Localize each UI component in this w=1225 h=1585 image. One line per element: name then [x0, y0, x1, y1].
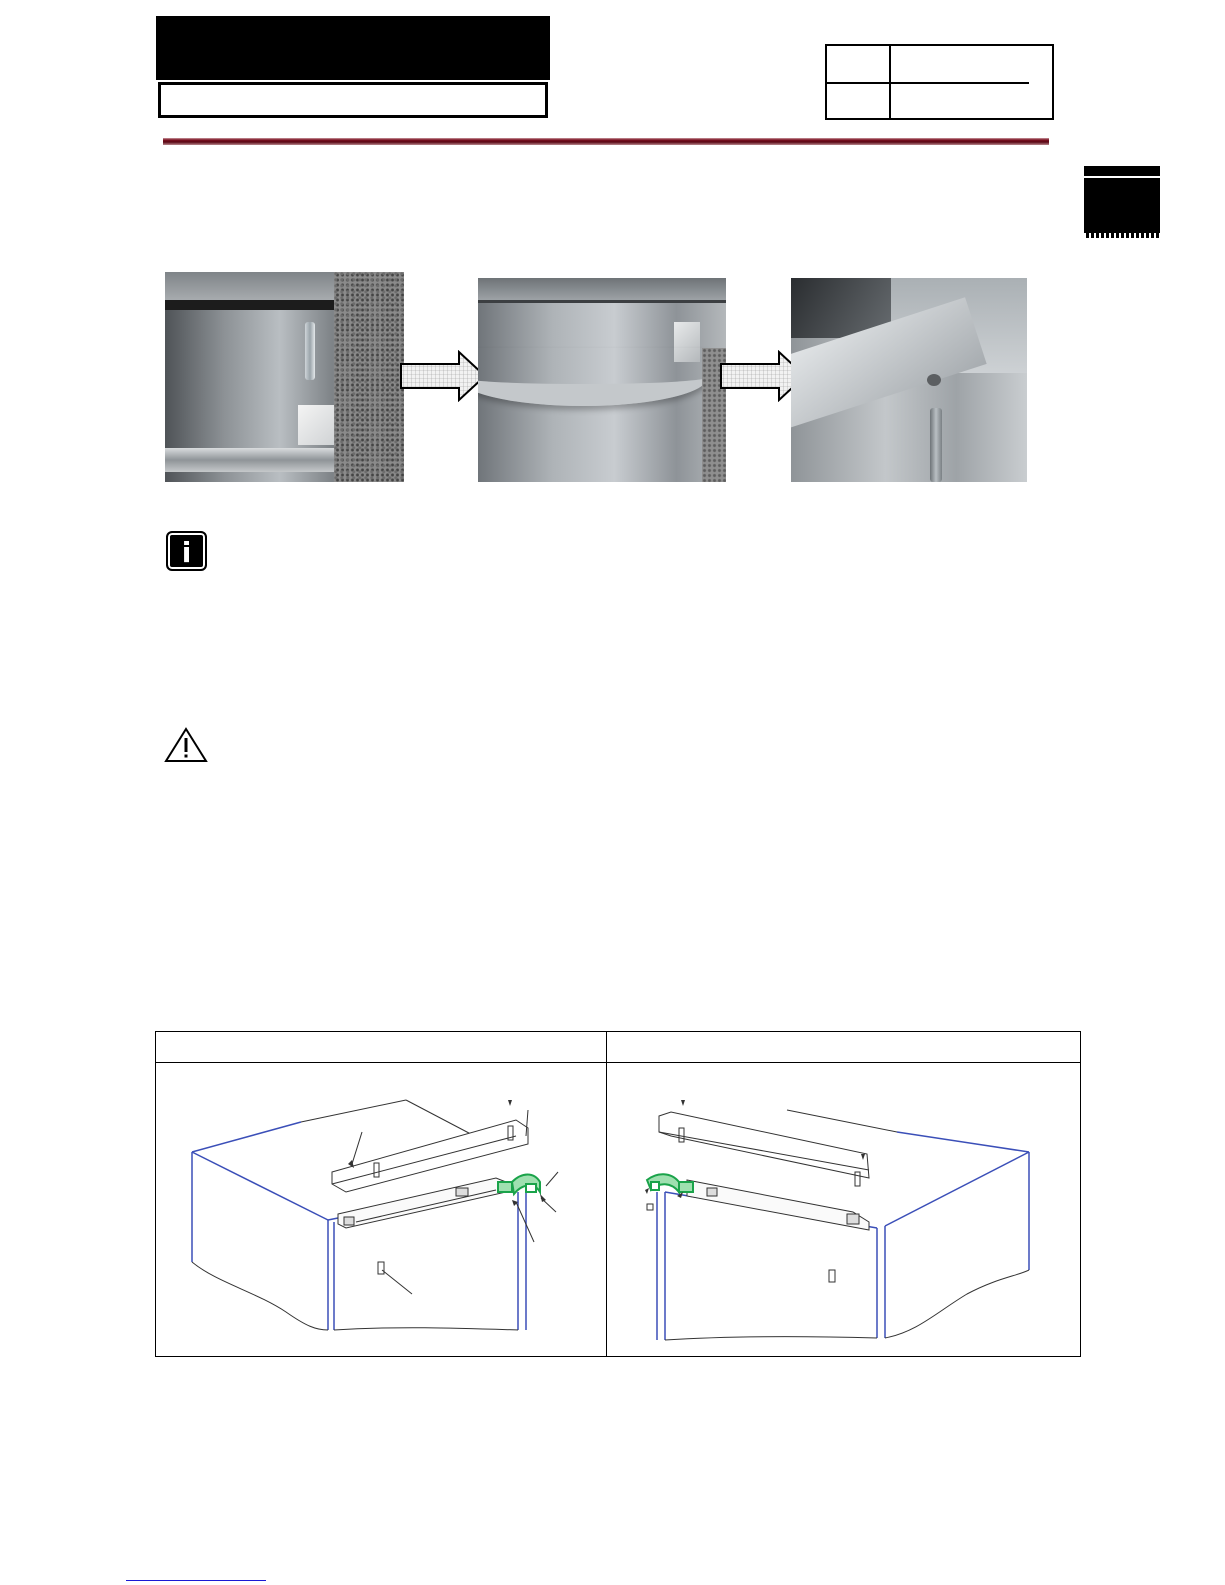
- photo-screwdriver: [930, 408, 942, 482]
- photo-countertop: [334, 272, 404, 482]
- warning-triangle-icon: [164, 727, 208, 763]
- photo-door-trim: [165, 300, 335, 310]
- reference-table-row-divider: [827, 82, 889, 84]
- chapter-side-tab: [1084, 166, 1160, 238]
- installation-diagram-table: [155, 1031, 1081, 1357]
- reference-table-row-divider: [891, 82, 1029, 84]
- header-brand-banner: [156, 16, 550, 80]
- side-tab-fringe: [1084, 233, 1160, 238]
- photo-screw: [305, 322, 315, 380]
- header-divider-rule: [163, 138, 1049, 145]
- photo-handle-bar: [165, 448, 345, 472]
- right-arrow-icon: [399, 350, 489, 402]
- photo-door-top: [478, 278, 726, 303]
- photo-handle: [478, 348, 708, 406]
- photo-screw-and-block: [165, 272, 404, 482]
- side-tab-line: [1084, 176, 1160, 178]
- photo-screw-hole: [927, 374, 941, 386]
- left-door-diagram: [156, 1032, 606, 1358]
- info-icon: i: [166, 531, 207, 571]
- right-door-diagram: [607, 1032, 1081, 1358]
- photo-mount-block: [298, 405, 336, 445]
- photo-handle-end-closeup: [791, 278, 1027, 482]
- photo-door-top: [165, 272, 345, 300]
- photo-handle-mounted: [478, 278, 726, 482]
- reference-table: [825, 44, 1054, 120]
- header-brand-subtitle-box: [158, 82, 548, 118]
- footer-link-underline[interactable]: [126, 1580, 266, 1581]
